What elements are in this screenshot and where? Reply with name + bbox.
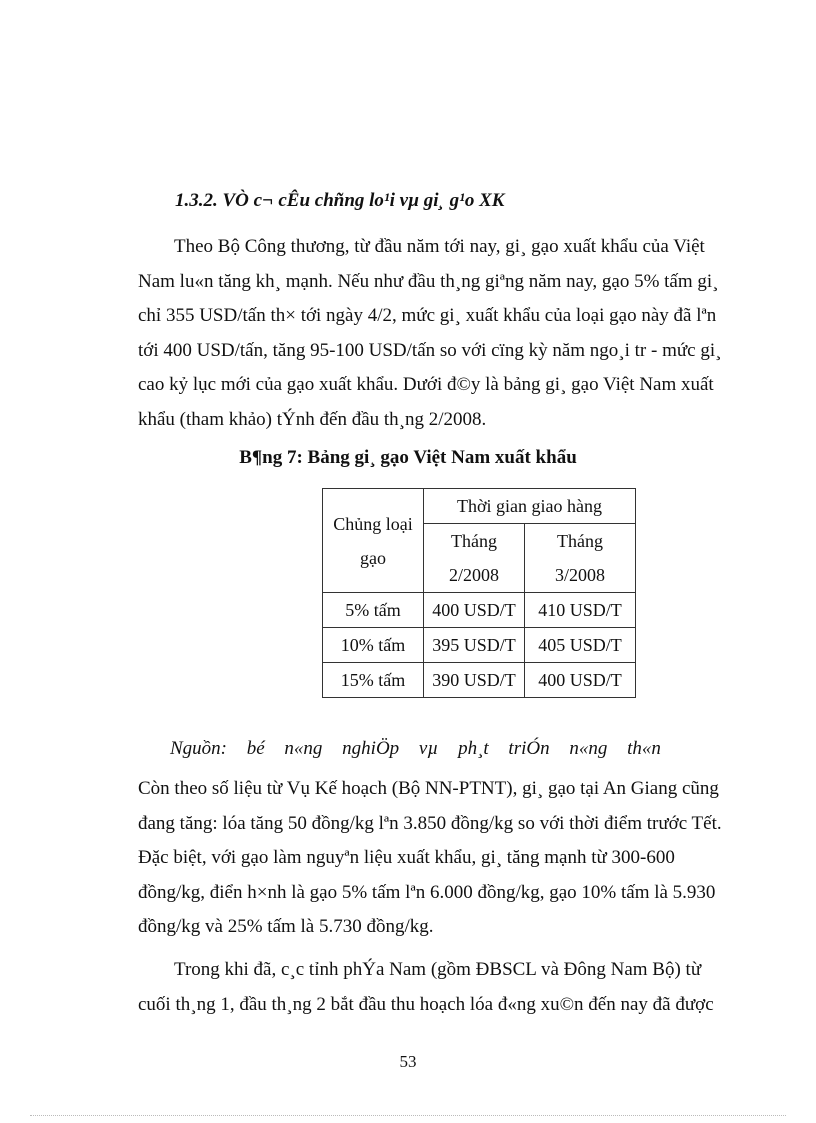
text-line: Trong khi đã, c¸c tỉnh phÝa Nam (gồm ĐBSCL và Đông Nam Bộ) từ bbox=[174, 959, 702, 980]
text-line: đồng/kg, điển h×nh là gạo 5% tấm lªn 6.000 đồng/kg, gạo 10% tấm là 5.930 bbox=[138, 881, 716, 903]
header-type-cell bbox=[323, 489, 424, 593]
cell-type: 15% tấm bbox=[323, 663, 424, 698]
header-feb-line2: 2/2008 bbox=[448, 565, 499, 585]
page-number: 53 bbox=[399, 1052, 417, 1071]
text-line: tới 400 USD/tấn, tăng 95-100 USD/tấn so với cïng kỳ năm ngo¸i tr - mức gi¸ bbox=[138, 339, 722, 361]
cell-mar: 410 USD/T bbox=[525, 593, 636, 628]
paragraph-intro bbox=[138, 230, 722, 437]
rice-price-table bbox=[322, 488, 636, 698]
header-feb-line1: Tháng bbox=[451, 531, 497, 551]
text-line: Theo Bộ Công thương, từ đầu năm tới nay, gi¸ gạo xuất khẩu của Việt bbox=[174, 236, 705, 257]
header-time: Thời gian giao hàng bbox=[457, 496, 602, 516]
cell-mar: 400 USD/T bbox=[525, 663, 636, 698]
text-line: Còn theo số liệu từ Vụ Kế hoạch (Bộ NN-PTNT), gi¸ gạo tại An Giang cũng bbox=[138, 778, 719, 799]
text-line: khẩu (tham khảo) tÝnh đến đầu th¸ng 2/2008. bbox=[138, 408, 487, 430]
header-feb-cell bbox=[424, 524, 525, 593]
text-line: chỉ 355 USD/tấn th× tới ngày 4/2, mức gi¸ xuất khẩu của loại gạo này đã lªn bbox=[138, 305, 717, 326]
text-line: đồng/kg và 25% tấm là 5.730 đồng/kg. bbox=[138, 916, 434, 937]
page-border-divider bbox=[30, 1115, 786, 1116]
cell-type: 10% tấm bbox=[323, 628, 424, 663]
source-note: Nguồn: bé n«ng nghiÖp vµ ph¸t triÓn n«ng th«n bbox=[170, 738, 661, 759]
text-line: Đặc biệt, với gạo làm nguyªn liệu xuất khẩu, gi¸ tăng mạnh từ 300-600 bbox=[138, 847, 675, 868]
text-line: Nam lu«n tăng kh¸ mạnh. Nếu như đầu th¸ng giªng năm nay, gạo 5% tấm gi¸ bbox=[138, 270, 719, 292]
paragraph-south-harvest bbox=[138, 953, 714, 1022]
table-caption: B¶ng 7: Bảng gi¸ gạo Việt Nam xuất khẩu bbox=[239, 447, 577, 468]
cell-feb: 400 USD/T bbox=[424, 593, 525, 628]
section-heading: 1.3.2. VÒ c¬ cÊu chñng lo¹i vµ gi¸ g¹o XK bbox=[175, 190, 505, 211]
text-line: cao kỷ lục mới của gạo xuất khẩu. Dưới đ©y là bảng gi¸ gạo Việt Nam xuất bbox=[138, 374, 714, 395]
cell-type: 5% tấm bbox=[323, 593, 424, 628]
cell-feb: 395 USD/T bbox=[424, 628, 525, 663]
header-type: Chủng loại gạo bbox=[333, 513, 413, 568]
table-row bbox=[323, 628, 636, 663]
table-row bbox=[323, 593, 636, 628]
text-line: đang tăng: lóa tăng 50 đồng/kg lªn 3.850 đồng/kg so với thời điểm trước Tết. bbox=[138, 812, 722, 834]
header-time-cell bbox=[424, 489, 636, 524]
cell-mar: 405 USD/T bbox=[525, 628, 636, 663]
paragraph-ag-prices bbox=[138, 772, 722, 945]
table-row bbox=[323, 663, 636, 698]
cell-feb: 390 USD/T bbox=[424, 663, 525, 698]
header-mar-cell: Tháng 3/2008 bbox=[525, 524, 636, 593]
table-header-row bbox=[323, 489, 636, 524]
text-line: cuối th¸ng 1, đầu th¸ng 2 bắt đầu thu hoạch lóa đ«ng xu©n đến nay đã được bbox=[138, 993, 714, 1015]
